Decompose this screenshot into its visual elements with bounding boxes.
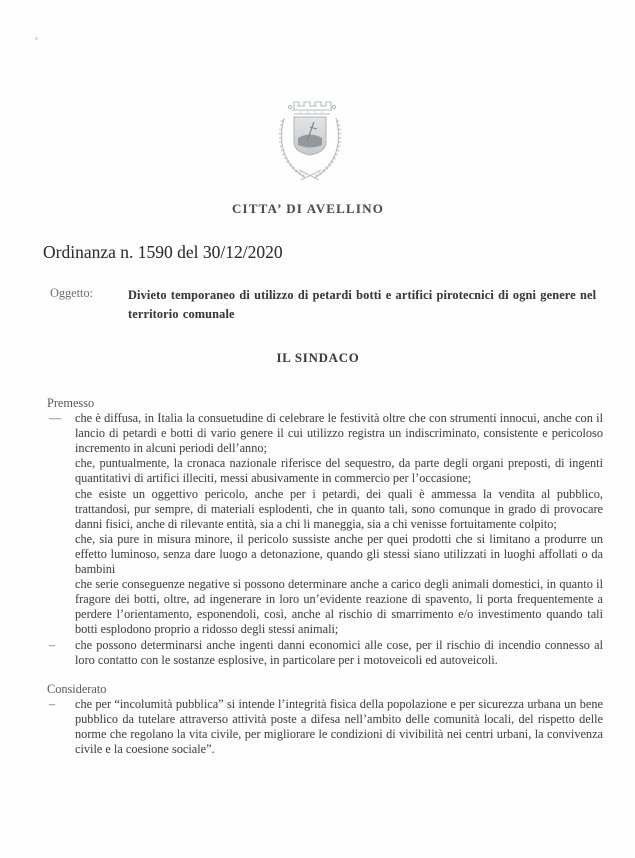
clause-text: che serie conseguenze negative si possono determinare anche a carico degli animali domestici, in quanto il fragore dei botti, oltre, ad ingenerare in loro un’evidente reazione di spavento, li porta frequentemente a perdere l’orientamento, esponendoli, così, anche al rischio di smarrimento e/o investimento quando tali botti esplodono proprio a ridosso degli stessi animali;	[75, 577, 603, 637]
document-section	[47, 396, 603, 668]
role-heading: IL SINDACO	[276, 351, 360, 365]
section-heading: Premesso	[47, 396, 95, 410]
avellino-coat-of-arms-icon	[264, 86, 356, 188]
clause-paragraph	[47, 532, 603, 577]
clause-paragraph	[47, 697, 603, 757]
clause-text: che, puntualmente, la cronaca nazionale riferisce del sequestro, da parte degli organi preposti, di ingenti quantitativi di artifici illeciti, messi abusivamente in commercio per l’occasione;	[75, 456, 603, 486]
clause-paragraph	[47, 487, 603, 532]
clause-text: che possono determinarsi anche ingenti danni economici alle cose, per il rischio di incendio connesso al loro contatto con le sostanze esplosive, in particolare per i motoveicoli ed autoveicoli.	[75, 637, 603, 667]
clause-paragraph	[47, 456, 603, 486]
clause-dash: –	[49, 696, 56, 711]
clause-paragraph	[47, 638, 603, 668]
clause-text: che è diffusa, in Italia la consuetudine di celebrare le festività oltre che con strumenti innocui, anche con il lancio di petardi e botti di vario genere il cui utilizzo registra un indiscriminato, consistente e pericoloso incremento in alcuni periodi dell’anno;	[75, 411, 603, 456]
city-title: CITTA’ DI AVELLINO	[231, 201, 385, 216]
clause-dash: —	[49, 411, 62, 426]
clause-paragraph	[47, 411, 603, 456]
subject-text: Divieto temporaneo di utilizzo di petardi botti e artifici pirotecnici di ogni genere nel territorio comunale	[128, 288, 597, 321]
subject-label: Oggetto:	[50, 286, 94, 300]
document-section	[47, 682, 603, 757]
document-body	[47, 396, 603, 771]
scan-artifact-dot	[35, 37, 38, 40]
subject-row	[50, 286, 602, 323]
clause-paragraph	[47, 577, 603, 637]
clause-text: che, sia pure in misura minore, il pericolo sussiste anche per quei prodotti che si limitano a produrre un effetto luminoso, senza dare luogo a detonazione, quando gli stessi siano utilizzati in luoghi affollati o da bambini	[75, 531, 603, 577]
clause-text: che esiste un oggettivo pericolo, anche per i petardi, dei quali è ammessa la vendita al pubblico, trattandosi, pur sempre, di materiali esplodenti, che in quanto tali, sono comunque in grado di provocare danni fisici, anche di rilevante entità, sia a chi li maneggia, sia a chi venisse fortuitamente colpito;	[75, 486, 603, 531]
section-heading: Considerato	[47, 681, 107, 696]
clause-text: che per “incolumità pubblica” si intende l’integrità fisica della popolazione e per sicurezza urbana un bene pubblico da tutelare attraverso attività poste a difesa nell’ambito delle comunità locali, del rispetto delle norme che regolano la vita civile, per migliorare le condizioni di vivibilità nei centri urbani, la convivenza civile e la coesione sociale”.	[75, 696, 603, 757]
clause-dash: –	[49, 637, 56, 652]
ordinance-title: Ordinanza n. 1590 del 30/12/2020	[43, 242, 283, 262]
